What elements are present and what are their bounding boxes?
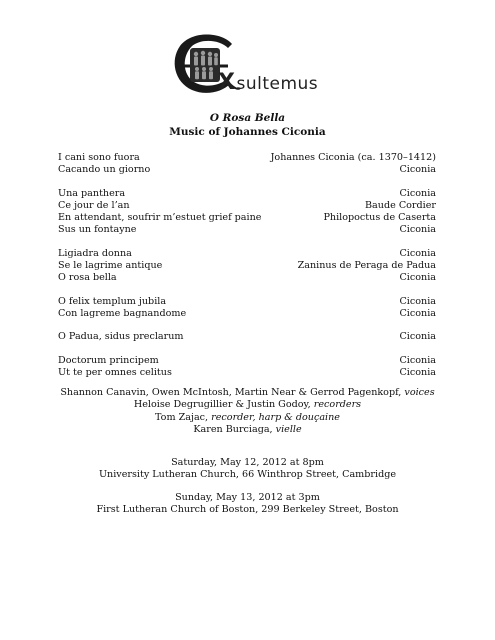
performer-names: Tom Zajac, <box>155 411 212 423</box>
work-title: En attendant, soufrir m’estuet grief paine <box>58 212 262 224</box>
composer-name: Ciconia <box>399 354 436 366</box>
composer-name: Ciconia <box>399 224 436 236</box>
program-group <box>58 296 436 321</box>
program-item <box>58 355 436 367</box>
work-title: Ut te per omnes celitus <box>58 366 172 378</box>
performer-role: recorders <box>313 399 362 411</box>
performer-names: Heloise Degrugillier & Justin Godoy, <box>133 399 314 411</box>
program-item <box>58 200 436 212</box>
program-group <box>58 188 436 237</box>
concert-date: Sunday, May 13, 2012 at 3pm <box>175 491 320 503</box>
program-list <box>58 152 436 390</box>
work-title: O felix templum jubila <box>58 295 167 307</box>
program-group <box>58 152 436 177</box>
work-title: Se le lagrime antique <box>58 260 163 272</box>
work-title: O Padua, sidus preclarum <box>58 331 184 343</box>
concert-title: O Rosa Bella <box>209 112 286 124</box>
work-title: Una panthera <box>58 187 126 199</box>
concert-dates <box>0 457 495 526</box>
program-item <box>58 308 436 320</box>
composer-name: Ciconia <box>399 331 436 343</box>
performer-line <box>0 399 495 411</box>
program-group <box>58 331 436 343</box>
program-item <box>58 296 436 308</box>
program-item <box>58 224 436 236</box>
work-title: Cacando un giorno <box>58 164 151 176</box>
composer-name: Johannes Ciconia (ca. 1370–1412) <box>270 152 436 163</box>
composer-name: Ciconia <box>399 187 436 199</box>
program-item <box>58 331 436 343</box>
performer-line <box>0 424 495 436</box>
program-item <box>58 248 436 260</box>
program-group <box>58 355 436 380</box>
program-item <box>58 152 436 164</box>
program-item <box>58 260 436 272</box>
program-item <box>58 164 436 176</box>
composer-name: Ciconia <box>399 366 436 378</box>
performer-names: Karen Burciaga, <box>193 423 276 435</box>
program-item <box>58 367 436 379</box>
performer-role: voices <box>404 387 435 398</box>
composer-name: Baude Cordier <box>365 199 436 211</box>
program-item <box>58 272 436 284</box>
performer-role: vielle <box>275 423 302 435</box>
concert-entry <box>0 457 495 482</box>
logo-wordmark-rest: sultemus <box>236 74 319 94</box>
composer-name: Ciconia <box>399 164 436 176</box>
composer-name: Ciconia <box>399 272 436 284</box>
work-title: Doctorum principem <box>58 354 159 366</box>
work-title: Ce jour de l’an <box>58 199 130 211</box>
composer-name: Ciconia <box>399 247 436 259</box>
concert-entry <box>0 492 495 517</box>
composer-name: Ciconia <box>399 295 436 307</box>
logo-wordmark <box>218 70 318 95</box>
work-title: Ligiadra donna <box>58 247 132 259</box>
work-title: I cani sono fuora <box>58 152 140 163</box>
performer-line <box>0 387 495 399</box>
performer-line <box>0 412 495 424</box>
program-group <box>58 248 436 285</box>
work-title: Con lagreme bagnandome <box>58 307 187 319</box>
concert-subtitle: Music of Johannes Ciconia <box>169 126 326 138</box>
performer-role: recorder, harp & douçaine <box>211 411 340 423</box>
program-item <box>58 212 436 224</box>
concert-date: Saturday, May 12, 2012 at 8pm <box>171 457 324 468</box>
concert-venue: University Lutheran Church, 66 Winthrop Street, Cambridge <box>98 469 397 481</box>
composer-name: Zaninus de Peraga de Padua <box>297 260 436 272</box>
program-item <box>58 188 436 200</box>
work-title: O rosa bella <box>58 272 117 284</box>
work-title: Sus un fontayne <box>58 224 137 236</box>
composer-name: Philopoctus de Caserta <box>323 212 436 224</box>
performer-names: Shannon Canavin, Owen McIntosh, Martin Near & Gerrod Pagenkopf, <box>60 387 405 398</box>
logo-wordmark-x: X <box>218 70 236 95</box>
performers-list <box>0 387 495 436</box>
composer-name: Ciconia <box>399 307 436 319</box>
concert-venue: First Lutheran Church of Boston, 299 Berkeley Street, Boston <box>96 503 399 515</box>
